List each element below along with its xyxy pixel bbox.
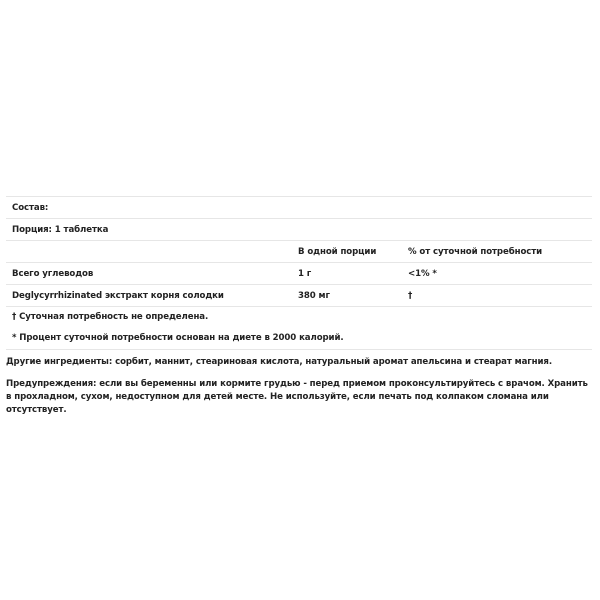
warnings: Предупреждения: если вы беременны или кормите грудью - перед приемом проконсультируйтесь с врачом. Хранить в прохладном, сухом, недоступном для детей месте. Не используйте, если печать под колпаком сломана или отсутствует. bbox=[6, 379, 588, 415]
header-name bbox=[6, 241, 292, 263]
serving-size-row bbox=[6, 219, 592, 241]
header-daily-value: % от суточной потребности bbox=[402, 241, 592, 263]
supplement-facts-table bbox=[6, 196, 592, 350]
footnote-asterisk: * Процент суточной потребности основан на диете в 2000 калорий. bbox=[12, 333, 344, 343]
nutrient-daily-value: <1% * bbox=[402, 263, 592, 285]
nutrient-name: Всего углеводов bbox=[6, 263, 292, 285]
nutrient-amount: 380 мг bbox=[292, 285, 402, 307]
table-title-row bbox=[6, 197, 592, 219]
nutrient-daily-value: † bbox=[402, 285, 592, 307]
nutrient-amount: 1 г bbox=[292, 263, 402, 285]
table-row bbox=[6, 263, 592, 285]
other-ingredients: Другие ингредиенты: сорбит, маннит, стеариновая кислота, натуральный аромат апельсина и стеарат магния. bbox=[6, 357, 552, 367]
footnotes bbox=[6, 307, 592, 350]
table-row bbox=[6, 285, 592, 307]
table-title: Состав: bbox=[6, 197, 592, 219]
nutrient-name: Deglycyrrhizinated экстракт корня солодки bbox=[6, 285, 292, 307]
serving-size: Порция: 1 таблетка bbox=[6, 219, 592, 241]
header-per-serving: В одной порции bbox=[292, 241, 402, 263]
footnote-dagger: † Суточная потребность не определена. bbox=[12, 312, 209, 322]
table-header-row bbox=[6, 241, 592, 263]
footnotes-row bbox=[6, 307, 592, 350]
